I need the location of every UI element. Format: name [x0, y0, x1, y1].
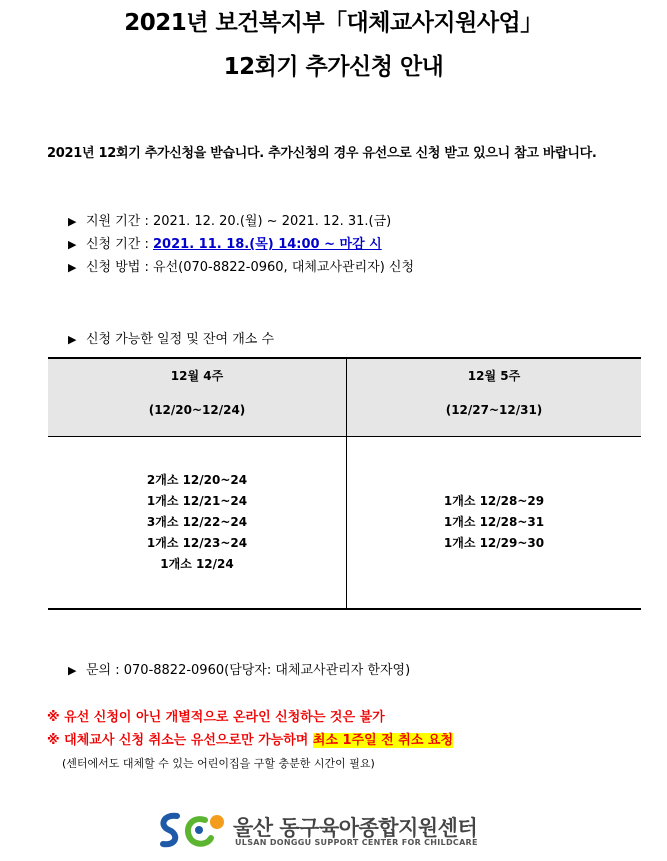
triangle-bullet-icon: ▶ — [68, 238, 77, 251]
header-week5-range: (12/27~12/31) — [445, 403, 543, 417]
table-header-row — [48, 358, 641, 437]
slot-item: 1개소 12/24 — [160, 557, 234, 571]
table-row — [48, 437, 641, 610]
contact-text: 문의 : 070-8822-0960(담당자: 대체교사관리자 한자영) — [86, 663, 411, 678]
center-logo-icon — [155, 808, 231, 852]
triangle-bullet-icon: ▶ — [68, 215, 77, 228]
intro-paragraph: 2021년 12회기 추가신청을 받습니다. 추가신청의 경우 유선으로 신청 받고 있으니 참고 바랍니다. — [47, 146, 597, 161]
header-week4-label: 12월 4주 — [170, 369, 224, 383]
header-week5-label: 12월 5주 — [467, 369, 521, 383]
apply-method-text: 신청 방법 : 유선(070-8822-0960, 대체교사관리자) 신청 — [86, 260, 415, 275]
warning-cancel-text: ※ 대체교사 신청 취소는 유선으로만 가능하며 — [47, 733, 313, 748]
triangle-bullet-icon: ▶ — [68, 664, 77, 677]
apply-method-item — [68, 259, 414, 277]
apply-period-link[interactable]: 2021. 11. 18.(목) 14:00 ~ 마감 시 — [153, 237, 382, 252]
page-subtitle: 12회기 추가신청 안내 — [223, 54, 444, 80]
warning-online-not-allowed: ※ 유선 신청이 아닌 개별적으로 온라인 신청하는 것은 불가 — [47, 710, 385, 725]
support-period-text: 지원 기간 : 2021. 12. 20.(월) ~ 2021. 12. 31.(금) — [86, 214, 392, 229]
warning-note: (센터에서도 대체할 수 있는 어린이집을 구할 충분한 시간이 필요) — [62, 757, 375, 770]
support-period-item — [68, 213, 391, 231]
header-week4-range: (12/20~12/24) — [148, 403, 246, 417]
schedule-heading — [68, 331, 274, 349]
schedule-heading-text: 신청 가능한 일정 및 잔여 개소 수 — [86, 332, 275, 347]
slot-item: 1개소 12/21~24 — [146, 494, 248, 508]
page-title: 2021년 보건복지부「대체교사지원사업」 — [124, 10, 543, 36]
center-name-ko: 울산 동구육아종합지원센터 — [233, 816, 478, 840]
schedule-table — [48, 357, 641, 610]
slot-item: 3개소 12/22~24 — [146, 515, 248, 529]
apply-period-item — [68, 236, 382, 254]
center-name-en: ULSAN DONGGU SUPPORT CENTER FOR CHILDCARE — [235, 838, 478, 847]
slot-item: 1개소 12/23~24 — [146, 536, 248, 550]
slot-item: 1개소 12/29~30 — [443, 536, 545, 550]
warning-cancel-highlight: 최소 1주일 전 취소 요청 — [312, 733, 454, 748]
slot-item: 2개소 12/20~24 — [146, 473, 248, 487]
week5-slots-cell — [347, 437, 642, 610]
header-week4 — [48, 358, 347, 437]
slot-item: 1개소 12/28~29 — [443, 494, 545, 508]
center-logo — [155, 808, 500, 852]
warning-cancel-policy — [47, 731, 453, 751]
triangle-bullet-icon: ▶ — [68, 261, 77, 274]
week4-slots-cell — [48, 437, 347, 610]
triangle-bullet-icon: ▶ — [68, 333, 77, 346]
header-week5 — [347, 358, 642, 437]
contact-item — [68, 662, 410, 680]
slot-item: 1개소 12/28~31 — [443, 515, 545, 529]
apply-period-label: 신청 기간 : — [86, 237, 154, 252]
